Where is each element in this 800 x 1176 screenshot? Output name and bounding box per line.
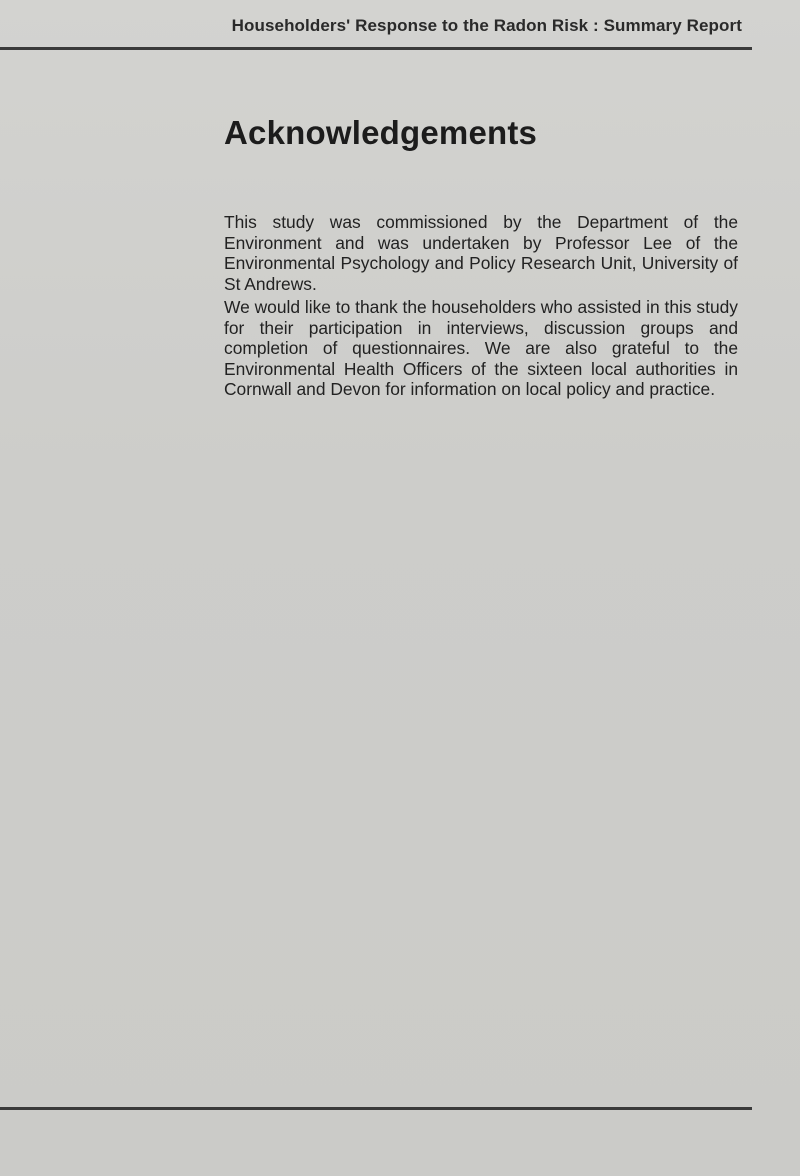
footer-rule [0,1107,752,1110]
page-title: Acknowledgements [224,114,538,151]
paragraph-thanks: We would like to thank the householders who assisted in this study for their participation in interviews, discussion groups and completion of questionnaires. We are also grateful to the Environmental Health Officers of the sixteen local authorities in Cornwall and Devon for information on local policy and practice. [224,297,738,399]
header-rule [0,47,752,50]
running-header: Householders' Response to the Radon Risk : Summary Report [231,16,742,35]
paragraph-commission: This study was commissioned by the Department of the Environment and was undertaken by Professor Lee of the Environmental Psychology and Policy Research Unit, University of St Andrews. [224,212,738,294]
